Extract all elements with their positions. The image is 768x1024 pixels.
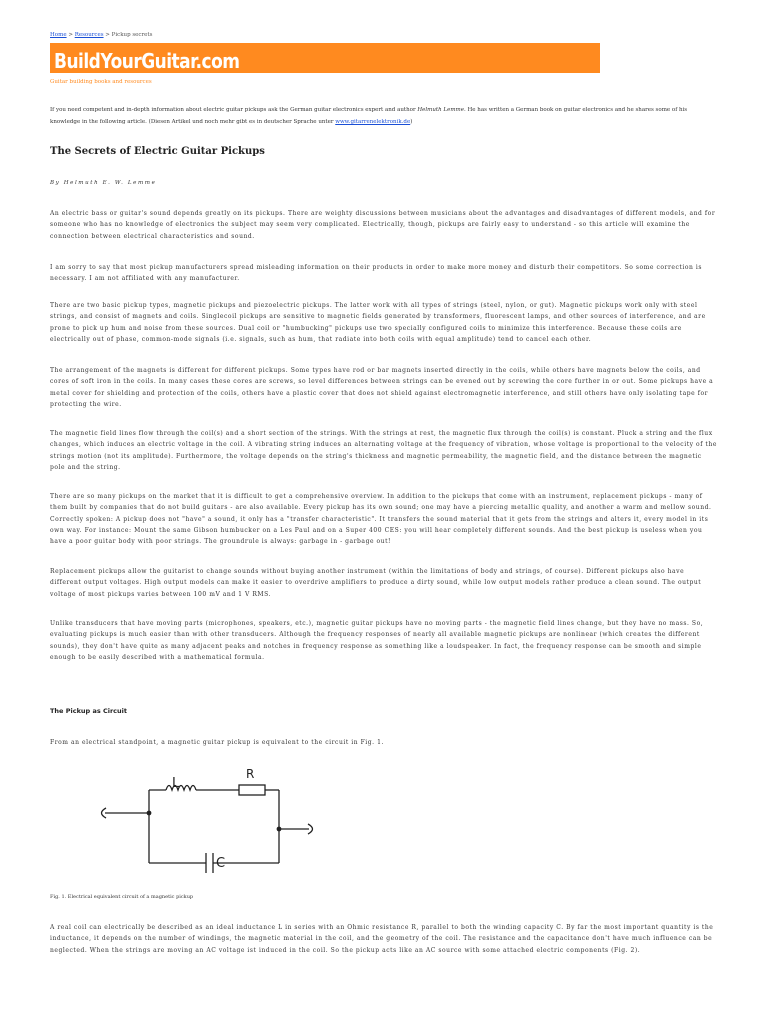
junction-dot — [147, 811, 152, 816]
intro-note — [50, 104, 718, 128]
breadcrumb-separator: > — [66, 32, 75, 38]
section-intro: From an electrical standpoint, a magnetic guitar pickup is equivalent to the circuit in Fig. 1. — [50, 739, 384, 746]
article-paragraph-9: A real coil can electrically be described as an ideal inductance L in series with an Ohmic resistance R, parallel to both the winding capacity C. By far the most important quantity is the inductance, it depends on the number of windings, the magnetic material in the coil, and the geometry of the coil. The resistance and the capacitance don't have much influence can be neglected. When the strings are moving an AC voltage ist induced in the coil. So the pickup acts like an AC source with some attached electric components (Fig. 2). — [50, 924, 714, 954]
article-paragraph-6: There are so many pickups on the market that it is difficult to get a comprehensive overview. In addition to the pickups that come with an instrument, replacement pickups - many of them built by companies that do not build guitars - are also available. Every pickup has its own sound; one may have a piercing metallic quality, and another a warm and mellow sound. Correctly spoken: A pickup does not "have" a sound, it only has a "transfer characteristic". It transfers the sound material that it gets from the strings and alters it, every model in its own way. For instance: Mount the same Gibson humbucker on a Les Paul and on a Super 400 CES: you will hear completely different sounds. And the best pickup is useless when you have a poor guitar body with poor strings. The groundrule is always: garbage in - garbage out! — [50, 493, 712, 546]
article-byline: By Helmuth E. W. Lemme — [50, 180, 157, 186]
article-paragraph-8: Unlike transducers that have moving parts (microphones, speakers, etc.), magnetic guitar pickups have no moving parts - the magnetic field lines change, but they have no mass. So, evaluating pickups is much easier than with other transducers. Although the frequency responses of nearly all available magnetic pickups are nonlinear (which creates the different sounds), they don't have quite as many adjacent peaks and notches in frequency response as something like a loudspeaker. In fact, the frequency response can be smooth and simple enough to be easily described with a mathematical formula. — [50, 620, 704, 661]
resistor — [239, 785, 265, 795]
breadcrumb-home-link[interactable]: Home — [50, 32, 67, 38]
intro-text: . He has written a German book on guitar electronics and he shares some of his knowledge in the following article. (Diesen Artikel und noch mehr gibt es in deutscher Sprache unter — [50, 107, 688, 125]
junction-dot — [277, 827, 282, 832]
breadcrumb-separator: > — [103, 32, 112, 38]
breadcrumb-current: Pickup secrets — [111, 32, 153, 38]
intro-website-link[interactable]: www.gitarrenelektronik.de — [335, 119, 411, 125]
article-paragraph-1: An electric bass or guitar's sound depends greatly on its pickups. There are weighty discussions between musicians about the advantages and disadvantages of different models, and for someone who has no knowledge of electronics the subject may seem very complicated. Electrically, though, pickups are fairly easy to understand - so this article will examine the connection between electrical characteristics and sound. — [50, 210, 716, 240]
resistor-label: R — [246, 766, 255, 781]
capacitor-label: C — [216, 855, 226, 871]
figure-caption: Fig. 1. Electrical equivalent circuit of a magnetic pickup — [50, 894, 194, 900]
breadcrumb-resources-link[interactable]: Resources — [74, 32, 104, 38]
intro-text: If you need competent and in-depth information about electric guitar pickups ask the German guitar electronics expert and author — [50, 107, 418, 113]
article-paragraph-3: There are two basic pickup types, magnetic pickups and piezoelectric pickups. The latter work with all types of strings (steel, nylon, or gut). Magnetic pickups work only with steel strings, and consist of magnets and coils. Singlecoil pickups are sensitive to magnetic fields generated by transformers, fluorescent lamps, and other sources of interference, and are prone to pick up hum and noise from these sources. Dual coil or "humbucking" pickups use two specially configured coils to minimize this interference. Because these coils are electrically out of phase, common-mode signals (i.e. signals, such as hum, that radiate into both coils with equal amplitude) tend to cancel each other. — [50, 302, 706, 343]
site-tagline: Guitar building books and resources — [50, 79, 152, 85]
article-paragraph-7: Replacement pickups allow the guitarist to change sounds without buying another instrument (within the limitations of body and strings, of course). Different pickups also have different output voltages. High output models can make it easier to overdrive amplifiers to produce a dirty sound, while low output models rather produce a clean sound. The output voltage of most pickups varies between 100 mV and 1 V RMS. — [50, 568, 702, 598]
inductor-label: L — [172, 775, 180, 791]
intro-text: ) — [410, 119, 413, 125]
section-heading: The Pickup as Circuit — [50, 707, 127, 715]
breadcrumb — [50, 32, 152, 38]
article-paragraph-4: The arrangement of the magnets is different for different pickups. Some types have rod or bar magnets inserted directly in the coils, while others have magnets below the coils, and cores of soft iron in the coils. In many cases these cores are screws, so level differences between strings can be evened out by screwing the core further in or out. Some pickups have a metal cover for shielding and protection of the coils, others have a plastic cover that does not shield against electromagnetic interference, and still others have only isolating tape for protecting the wire. — [50, 367, 714, 408]
equivalent-circuit-diagram — [92, 766, 322, 873]
article-paragraph-5: The magnetic field lines flow through the coil(s) and a short section of the strings. With the strings at rest, the magnetic flux through the coil(s) is constant. Pluck a string and the flux changes, which induces an electric voltage in the coil. A vibrating string induces an alternating voltage at the frequency of vibration, whose voltage is proportional to the velocity of the strings motion (not its amplitude). Furthermore, the voltage depends on the string's thickness and magnetic permeability, the magnetic field, and the distance between the magnetic pole and the string. — [50, 430, 717, 471]
site-logo[interactable]: BuildYourGuitar.com — [54, 49, 240, 73]
inductor-coil — [166, 786, 196, 791]
article-title: The Secrets of Electric Guitar Pickups — [50, 146, 265, 157]
site-banner — [50, 43, 600, 73]
article-paragraph-2: I am sorry to say that most pickup manufacturers spread misleading information on their products in order to make more money and disturb their competitors. So some correction is necessary. I am not affiliated with any manufacturer. — [50, 264, 702, 283]
intro-author: Helmuth Lemme — [417, 107, 465, 113]
